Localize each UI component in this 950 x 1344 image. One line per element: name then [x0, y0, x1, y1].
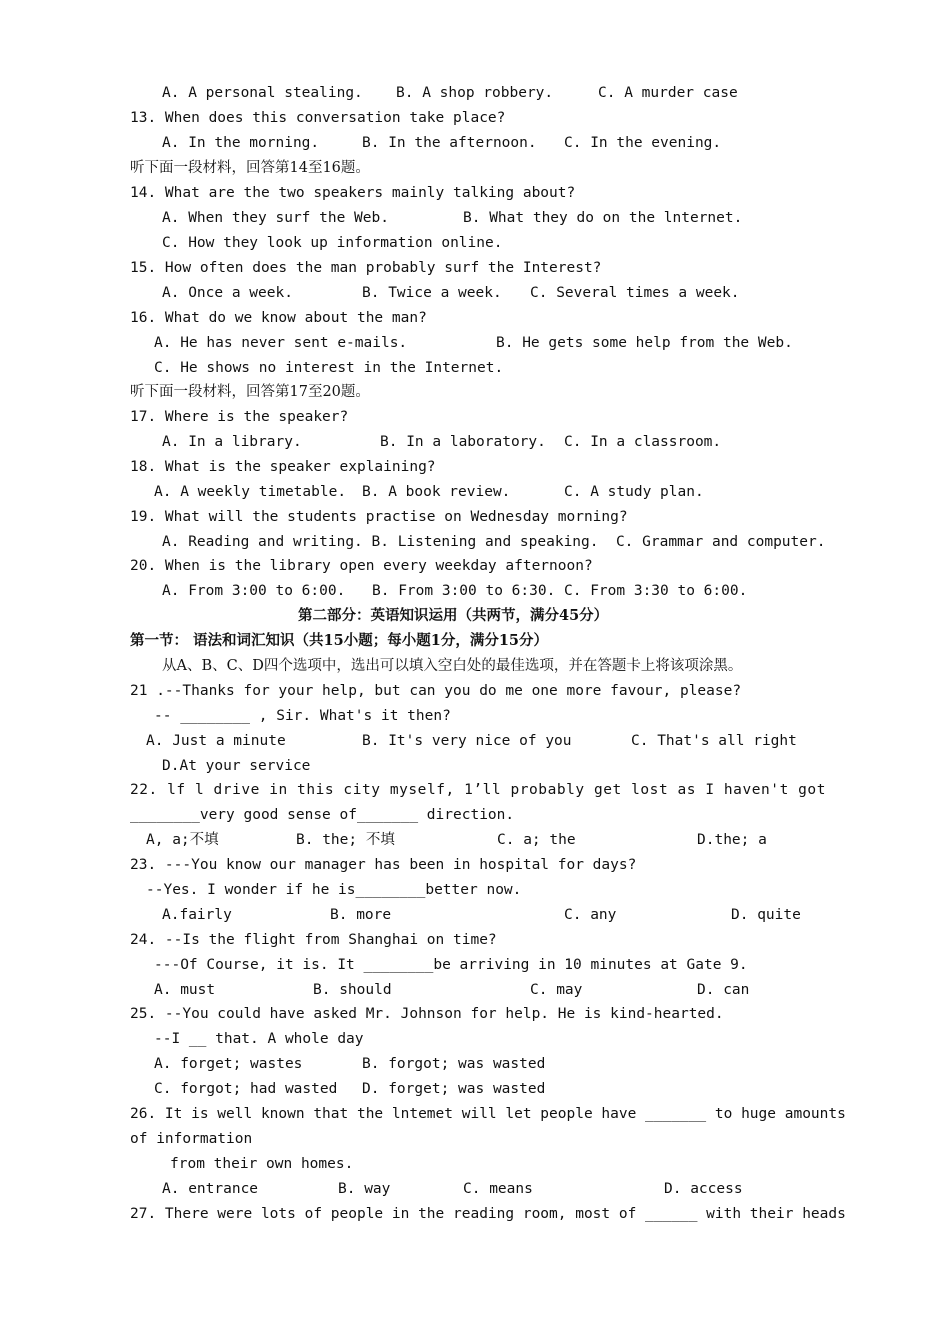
question-text: 22. lf l drive in this city myself, 1’ll probably get lost as I haven't got — [130, 782, 826, 798]
option-text: B. way — [338, 1181, 391, 1197]
option-text: C. any — [564, 907, 617, 923]
option-text: C. In a classroom. — [564, 434, 722, 450]
option-text: D. forget; was wasted — [362, 1081, 546, 1097]
option-text: A. In a library. — [162, 434, 302, 450]
question-text: 27. There were lots of people in the reading room, most of ______ with their heads — [130, 1206, 846, 1222]
option-text: C. a; the — [497, 832, 576, 848]
option-text: B. He gets some help from the Web. — [496, 335, 793, 351]
option-text: C. He shows no interest in the Internet. — [154, 360, 504, 376]
option-text: B. the; 不填 — [296, 832, 395, 848]
option-text: B. What they do on the lnternet. — [463, 210, 743, 226]
question-text: --I __ that. A whole day — [154, 1031, 364, 1047]
section-instruction: 听下面一段材料，回答第14至16题。 — [130, 160, 370, 176]
option-text: C. forgot; had wasted — [154, 1081, 338, 1097]
option-text: B. Twice a week. — [362, 285, 502, 301]
option-text: A. A personal stealing. — [162, 85, 363, 101]
option-text: C. A murder case — [598, 85, 738, 101]
option-text: A. He has never sent e-mails. — [154, 335, 408, 351]
option-text: B. forgot; was wasted — [362, 1056, 546, 1072]
question-text: ---Of Course, it is. It ________be arriving in 10 minutes at Gate 9. — [154, 957, 748, 973]
option-text: A. In the morning. — [162, 135, 320, 151]
option-text: D. quite — [731, 907, 801, 923]
option-text: A. must — [154, 982, 216, 998]
option-text: C. A study plan. — [564, 484, 704, 500]
option-text: B. A shop robbery. — [396, 85, 554, 101]
option-text: A.fairly — [162, 907, 232, 923]
option-text: D. can — [697, 982, 750, 998]
question-text: 14. What are the two speakers mainly talking about? — [130, 185, 576, 201]
option-text: B. From 3:00 to 6:30. — [372, 583, 556, 599]
question-text: 26. It is well known that the lntemet will let people have _______ to huge amounts — [130, 1106, 846, 1122]
option-text: C. From 3:30 to 6:00. — [564, 583, 748, 599]
option-text: A. A weekly timetable. — [154, 484, 347, 500]
question-text: 13. When does this conversation take place? — [130, 110, 506, 126]
option-text: C. That's all right — [631, 733, 797, 749]
option-text: B. A book review. — [362, 484, 511, 500]
question-text: 24. --Is the flight from Shanghai on time? — [130, 932, 497, 948]
option-text: A. Reading and writing. B. Listening and speaking. C. Grammar and computer. — [162, 534, 826, 550]
question-text: 16. What do we know about the man? — [130, 310, 427, 326]
question-text: 18. What is the speaker explaining? — [130, 459, 436, 475]
option-text: A, a;不填 — [146, 832, 219, 848]
option-text: D. access — [664, 1181, 743, 1197]
option-text: A. Once a week. — [162, 285, 293, 301]
option-text: A. From 3:00 to 6:00. — [162, 583, 346, 599]
option-text: B. In the afternoon. — [362, 135, 537, 151]
option-text: C. How they look up information online. — [162, 235, 503, 251]
option-text: C. In the evening. — [564, 135, 722, 151]
section-instruction: 听下面一段材料，回答第17至20题。 — [130, 384, 370, 400]
option-text: A. entrance — [162, 1181, 259, 1197]
question-text: --Yes. I wonder if he is________better now. — [146, 882, 522, 898]
question-text: from their own homes. — [170, 1156, 354, 1172]
option-text: D.the; a — [697, 832, 767, 848]
question-text: 17. Where is the speaker? — [130, 409, 349, 425]
option-text: B. more — [330, 907, 392, 923]
option-text: B. It's very nice of you — [362, 733, 572, 749]
section-instruction: 从A、B、C、D四个选项中，选出可以填入空白处的最佳选项，并在答题卡上将该项涂黑。 — [162, 658, 743, 674]
option-text: C. Several times a week. — [530, 285, 740, 301]
option-text: C. may — [530, 982, 583, 998]
option-text: B. In a laboratory. — [380, 434, 546, 450]
question-text: 15. How often does the man probably surf the Interest? — [130, 260, 602, 276]
option-text: B. should — [313, 982, 392, 998]
option-text: A. forget; wastes — [154, 1056, 303, 1072]
option-text: D.At your service — [162, 758, 311, 774]
section-heading: 第一节： 语法和词汇知识（共15小题；每小题1分，满分15分） — [130, 632, 548, 649]
question-text: -- ________ , Sir. What's it then? — [154, 708, 451, 724]
option-text: A. When they surf the Web. — [162, 210, 389, 226]
option-text: C. means — [463, 1181, 533, 1197]
question-text: 19. What will the students practise on Wednesday morning? — [130, 509, 628, 525]
question-text: 20. When is the library open every weekday afternoon? — [130, 558, 593, 574]
question-text: of information — [130, 1131, 253, 1147]
option-text: A. Just a minute — [146, 733, 286, 749]
part-heading: 第二部分：英语知识运用（共两节，满分45分） — [298, 607, 609, 624]
question-text: 21 .--Thanks for your help, but can you do me one more favour, please? — [130, 683, 742, 699]
question-text: 25. --You could have asked Mr. Johnson for help. He is kind-hearted. — [130, 1006, 724, 1022]
question-text: ________very good sense of_______ direction. — [130, 807, 515, 823]
question-text: 23. ---You know our manager has been in hospital for days? — [130, 857, 637, 873]
